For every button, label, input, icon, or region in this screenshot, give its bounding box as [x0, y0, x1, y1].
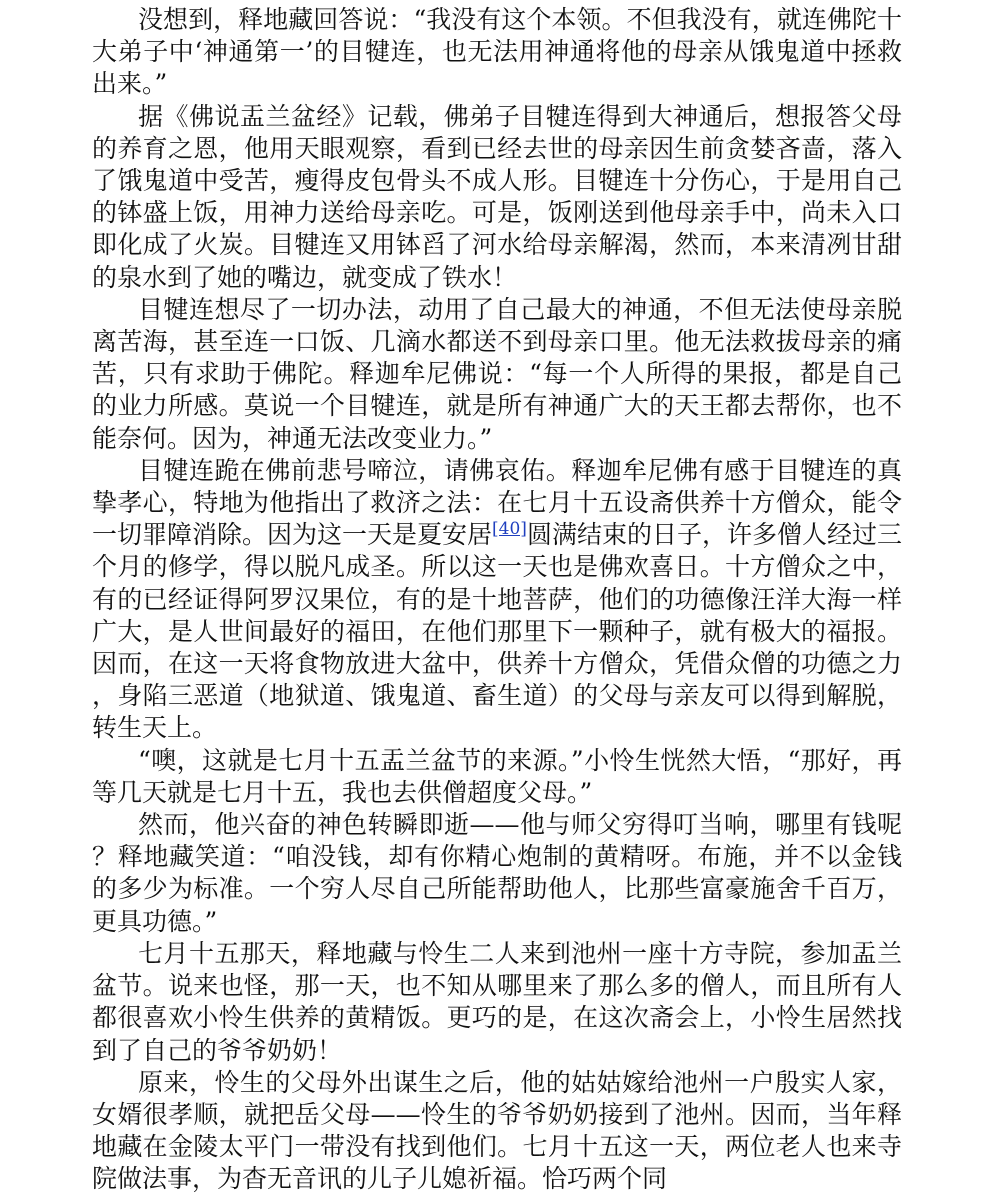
paragraph-8: 原来，怜生的父母外出谋生之后，他的姑姑嫁给池州一户殷实人家，女婿很孝顺，就把岳父母——怜生的爷爷奶奶接到了池州。因而，当年释地藏在金陵太平门一带没有找到他们。七月十五这一天，两位老人也来寺院做法事，为杳无音讯的儿子儿媳祈福。恰巧两个同 — [92, 1067, 902, 1194]
document-page — [92, 4, 902, 1196]
paragraph-2: 据《佛说盂兰盆经》记载，佛弟子目犍连得到大神通后，想报答父母的养育之恩，他用天眼观察，看到已经去世的母亲因生前贪婪吝啬，落入了饿鬼道中受苦，瘦得皮包骨头不成人形。目犍连十分伤心，于是用自己的钵盛上饭，用神力送给母亲吃。可是，饭刚送到他母亲手中，尚未入口即化成了火炭。目犍连又用钵舀了河水给母亲解渴，然而，本来清冽甘甜的泉水到了她的嘴边，就变成了铁水！ — [92, 101, 902, 292]
paragraph-4 — [92, 455, 902, 745]
paragraph-5: “噢，这就是七月十五盂兰盆节的来源。”小怜生恍然大悟，“那好，再等几天就是七月十五，我也去供僧超度父母。” — [92, 745, 902, 807]
paragraph-4-text-before: 目犍连跪在佛前悲号啼泣，请佛哀佑。释迦牟尼佛有感于目犍连的真挚孝心，特地为他指出了救济之法：在七月十五设斋供养十方僧众，能令一切罪障消除。因为这一天是夏安居 — [92, 455, 902, 550]
paragraph-7: 七月十五那天，释地藏与怜生二人来到池州一座十方寺院，参加盂兰盆节。说来也怪，那一天，也不知从哪里来了那么多的僧人，而且所有人都很喜欢小怜生供养的黄精饭。更巧的是，在这次斋会上，小怜生居然找到了自己的爷爷奶奶！ — [92, 938, 902, 1065]
paragraph-1: 没想到，释地藏回答说：“我没有这个本领。不但我没有，就连佛陀十大弟子中‘神通第一’的目犍连，也无法用神通将他的母亲从饿鬼道中拯救出来。” — [92, 5, 902, 99]
paragraph-3: 目犍连想尽了一切办法，动用了自己最大的神通，不但无法使母亲脱离苦海，甚至连一口饭、几滴水都送不到母亲口里。他无法救拔母亲的痛苦，只有求助于佛陀。释迦牟尼佛说：“每一个人所得的果报，都是自己的业力所感。莫说一个目犍连，就是所有神通广大的天王都去帮你，也不能奈何。因为，神通无法改变业力。” — [92, 294, 902, 453]
paragraph-4-text-after: 圆满结束的日子，许多僧人经过三个月的修学，得以脱凡成圣。所以这一天也是佛欢喜日。十方僧众之中，有的已经证得阿罗汉果位，有的是十地菩萨，他们的功德像汪洋大海一样广大，是人世间最好的福田，在他们那里下一颗种子，就有极大的福报。因而，在这一天将食物放进大盆中，供养十方僧众，凭借众僧的功德之力，身陷三恶道（地狱道、饿鬼道、畜生道）的父母与亲友可以得到解脱，转生天上。 — [92, 520, 902, 743]
footnote-link-40[interactable]: [40] — [492, 519, 527, 540]
paragraph-6: 然而，他兴奋的神色转瞬即逝——他与师父穷得叮当响，哪里有钱呢？释地藏笑道：“咱没钱，却有你精心炮制的黄精呀。布施，并不以金钱的多少为标准。一个穷人尽自己所能帮助他人，比那些富豪施舍千百万，更具功德。” — [92, 810, 902, 936]
